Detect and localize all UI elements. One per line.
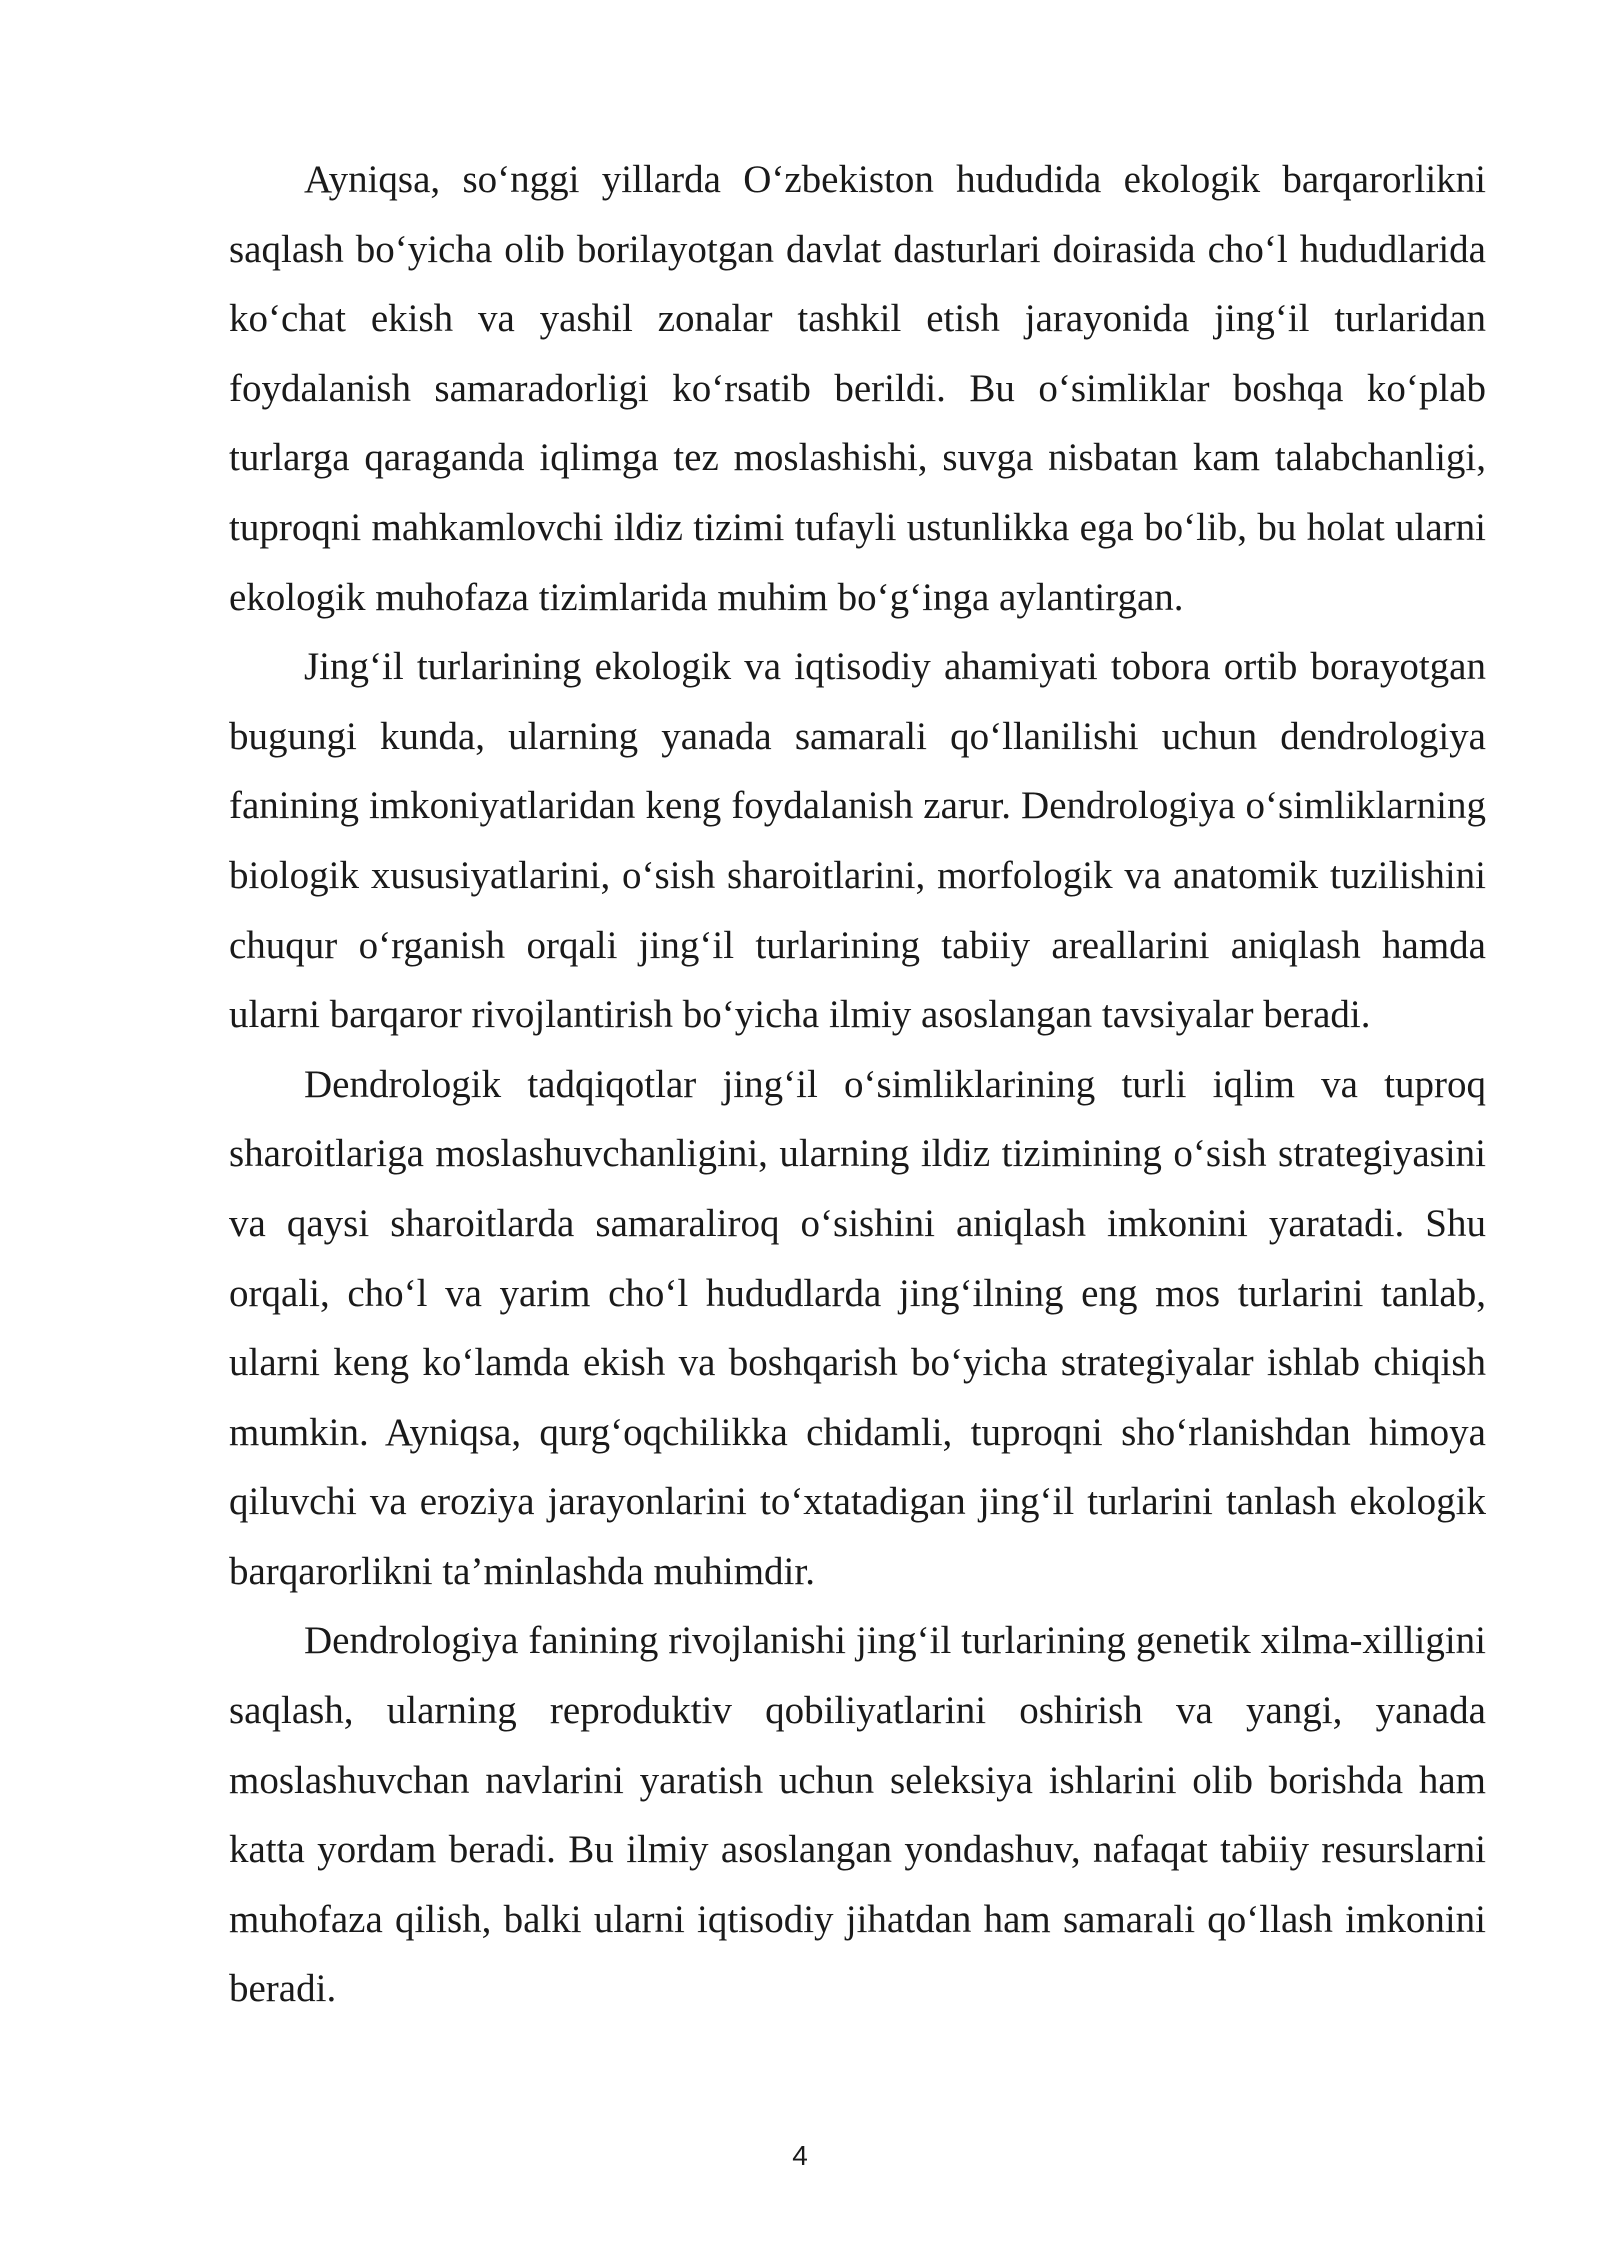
body-text: [229, 145, 1486, 2024]
paragraph-4: Dendrologiya fanining rivojlanishi jing‘il turlarining genetik xilma-xilligini saqlash, ularning reproduktiv qobiliyatlarini oshirish va yangi, yanada moslashuvchan navlarini yaratish uchun seleksiya ishlarini olib borishda ham katta yordam beradi. Bu ilmiy asoslangan yondashuv, nafaqat tabiiy resurslarni muhofaza qilish, balki ularni iqtisodiy jihatdan ham samarali qo‘llash imkonini beradi.: [229, 1619, 1486, 2011]
paragraph-3: Dendrologik tadqiqotlar jing‘il o‘simliklarining turli iqlim va tuproq sharoitlariga moslashuvchanligini, ularning ildiz tizimining o‘sish strategiyasini va qaysi sharoitlarda samaraliroq o‘sishini aniqlash imkonini yaratadi. Shu orqali, cho‘l va yarim cho‘l hududlarda jing‘ilning eng mos turlarini tanlab, ularni keng ko‘lamda ekish va boshqarish bo‘yicha strategiyalar ishlab chiqish mumkin. Ayniqsa, qurg‘oqchilikka chidamli, tuproqni sho‘rlanishdan himoya qiluvchi va eroziya jarayonlarini to‘xtatadigan jing‘il turlarini tanlash ekologik barqarorlikni ta’minlashda muhimdir.: [229, 1062, 1486, 1593]
paragraph-1: Ayniqsa, so‘nggi yillarda O‘zbekiston hududida ekologik barqarorlikni saqlash bo‘yicha olib borilayotgan davlat dasturlari doirasida cho‘l hududlarida ko‘chat ekish va yashil zonalar tashkil etish jarayonida jing‘il turlaridan foydalanish samaradorligi ko‘rsatib berildi. Bu o‘simliklar boshqa ko‘plab turlarga qaraganda iqlimga tez moslashishi, suvga nisbatan kam talabchanligi, tuproqni mahkamlovchi ildiz tizimi tufayli ustunlikka ega bo‘lib, bu holat ularni ekologik muhofaza tizimlarida muhim bo‘g‘inga aylantirgan.: [229, 158, 1486, 619]
paragraph-2: Jing‘il turlarining ekologik va iqtisodiy ahamiyati tobora ortib borayotgan bugungi kunda, ularning yanada samarali qo‘llanilishi uchun dendrologiya fanining imkoniyatlaridan keng foydalanish zarur. Dendrologiya o‘simliklarning biologik xususiyatlarini, o‘sish sharoitlarini, morfologik va anatomik tuzilishini chuqur o‘rganish orqali jing‘il turlarining tabiiy areallarini aniqlash hamda ularni barqaror rivojlantirish bo‘yicha ilmiy asoslangan tavsiyalar beradi.: [229, 645, 1486, 1037]
page-number: 4: [792, 2140, 808, 2171]
